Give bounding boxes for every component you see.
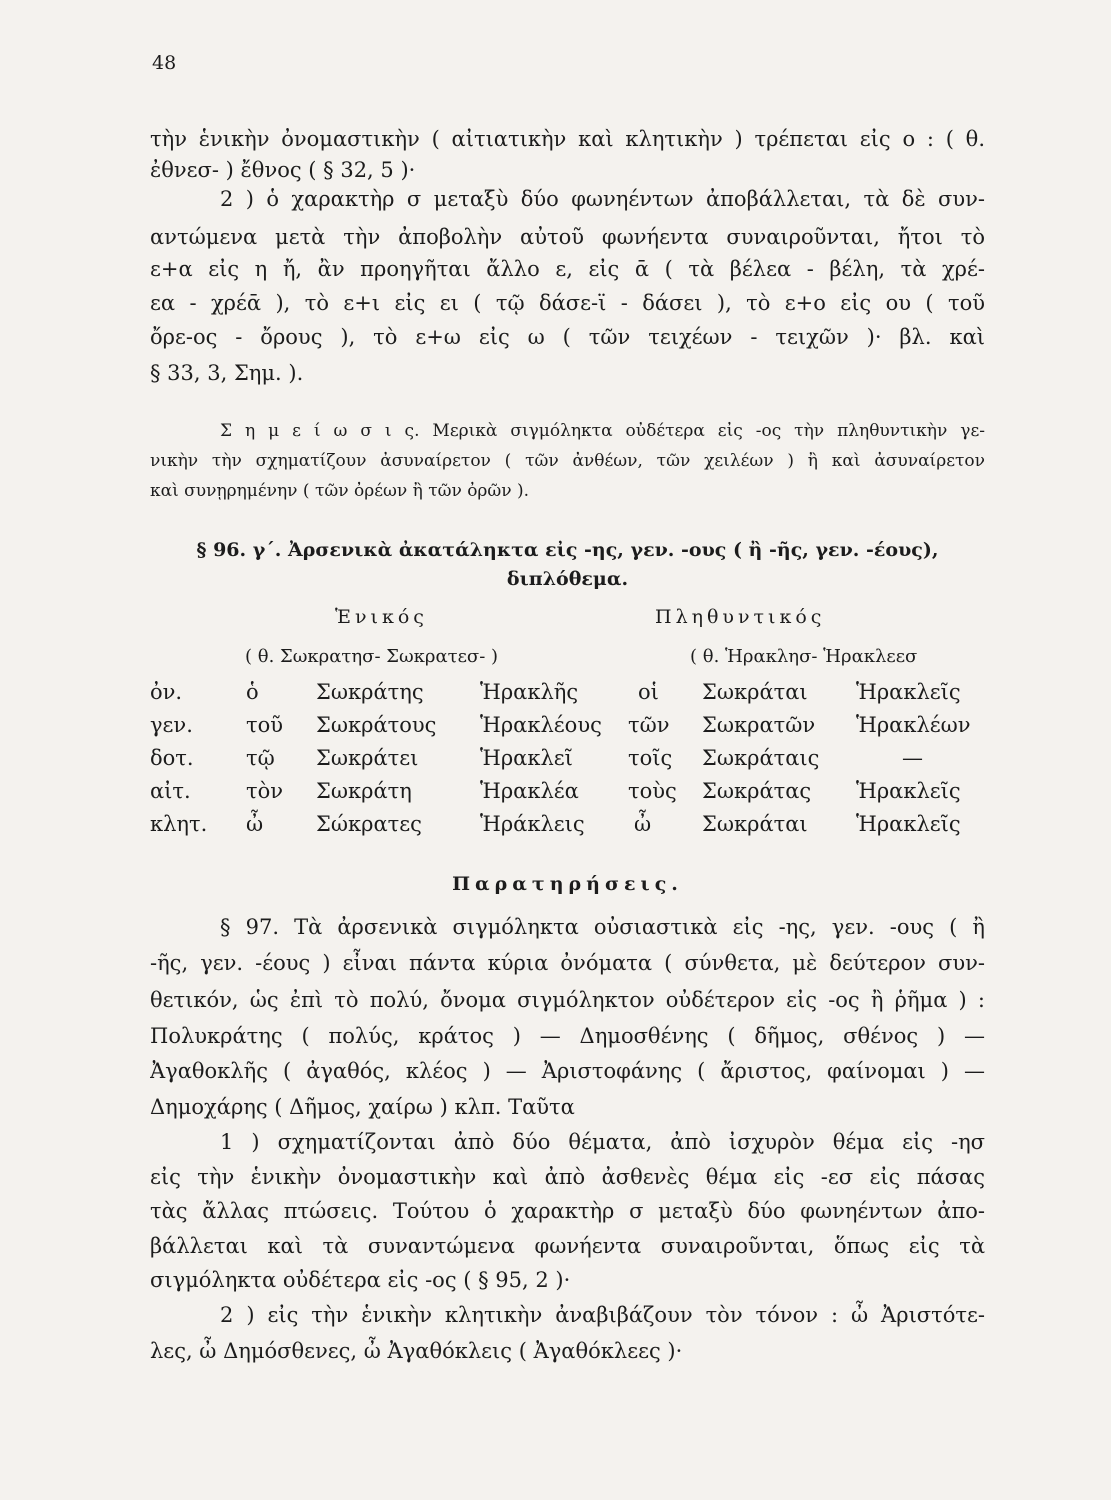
text-line: Πολυκράτης ( πολύς, κράτος ) — Δημοσθένης ( δῆμος, σθένος ) —: [150, 1024, 985, 1048]
article-singular: ὁ: [246, 680, 259, 704]
case-label: κλητ.: [150, 812, 208, 836]
article-plural: ὦ: [634, 812, 652, 836]
form-heracles-pl: Ἡρακλέων: [856, 713, 971, 737]
case-label: γεν.: [150, 713, 193, 737]
article-singular: τὸν: [246, 779, 284, 803]
form-socrates-sg: Σωκράτη: [316, 779, 412, 803]
text-line: 1 ) σχηματίζονται ἀπὸ δύο θέματα, ἀπὸ ἰσχυρὸν θέμα εἰς -ησ: [220, 1130, 985, 1154]
form-heracles-pl: Ἡρακλεῖς: [856, 812, 961, 836]
table-row: [150, 812, 985, 848]
text-line: 2 ) ὁ χαρακτὴρ σ μεταξὺ δύο φωνηέντων ἀποβάλλεται, τὰ δὲ συν-: [220, 187, 985, 211]
form-heracles-sg: Ἡρακλέα: [480, 779, 579, 803]
form-socrates-pl: Σωκράταις: [702, 746, 820, 770]
note-line: νικὴν τὴν σχηματίζουν ἀσυναίρετον ( τῶν ἀνθέων, τῶν χειλέων ) ἢ καὶ ἀσυναίρετον: [150, 451, 985, 471]
text-line: εἰς τὴν ἑνικὴν ὀνομαστικὴν καὶ ἀπὸ ἀσθενὲς θέμα εἰς -εσ εἰς πάσας: [150, 1165, 985, 1189]
case-label: δοτ.: [150, 746, 194, 770]
form-socrates-sg: Σωκράτει: [316, 746, 419, 770]
text-line: -ῆς, γεν. -έους ) εἶναι πάντα κύρια ὀνόματα ( σύνθετα, μὲ δεύτερον συν-: [150, 951, 985, 975]
text-line: § 97. Τὰ ἀρσενικὰ σιγμόληκτα οὐσιαστικὰ εἰς -ης, γεν. -ους ( ἢ: [220, 915, 985, 939]
page-number: 48: [152, 52, 177, 74]
text-line: τὴν ἑνικὴν ὀνομαστικὴν ( αἰτιατικὴν καὶ κλητικὴν ) τρέπεται εἰς ο : ( θ.: [150, 127, 985, 151]
note-line: καὶ συνῃρημένην ( τῶν ὀρέων ἢ τῶν ὀρῶν ).: [150, 481, 530, 501]
form-heracles-sg: Ἡράκλεις: [480, 812, 585, 836]
text-line: τὰς ἄλλας πτώσεις. Τούτου ὁ χαρακτὴρ σ μεταξὺ δύο φωνηέντων ἀπο-: [150, 1199, 985, 1223]
form-socrates-sg: Σωκράτους: [316, 713, 437, 737]
article-plural: τοῖς: [628, 746, 673, 770]
section-96-heading-cont: διπλόθεμα.: [506, 568, 629, 590]
text-line: βάλλεται καὶ τὰ συναντώμενα φωνήεντα συναιροῦνται, ὅπως εἰς τὰ: [150, 1234, 985, 1258]
note-line: Σ η μ ε ί ω σ ι ς. Μερικὰ σιγμόληκτα οὐδέτερα εἰς -ος τὴν πληθυντικὴν γε-: [220, 421, 985, 441]
observations-title: Παρατηρήσεις.: [452, 873, 683, 895]
plural-header: Πληθυντικός: [655, 606, 826, 628]
article-plural: τοὺς: [628, 779, 677, 803]
text-line: ὄρε-ος - ὄρους ), τὸ ε+ω εἰς ω ( τῶν τειχέων - τειχῶν )· βλ. καὶ: [150, 325, 985, 349]
plural-stems: ( θ. Ἡρακλησ- Ἡρακλεεσ: [690, 646, 918, 667]
form-socrates-pl: Σωκράτας: [702, 779, 812, 803]
text-line: 2 ) εἰς τὴν ἑνικὴν κλητικὴν ἀναβιβάζουν τὸν τόνον : ὦ Ἀριστότε-: [220, 1303, 985, 1327]
section-96-heading: § 96. γ΄. Ἀρσενικὰ ἀκατάληκτα εἰς -ης, γεν. -ους ( ἢ -ῆς, γεν. -έους),: [196, 539, 939, 561]
table-row: [150, 779, 985, 815]
form-socrates-sg: Σωκράτης: [316, 680, 424, 704]
text-line: ε+α εἰς η ἤ, ἂν προηγῆται ἄλλο ε, εἰς ᾱ ( τὰ βέλεα - βέλη, τὰ χρέ-: [150, 257, 985, 281]
text-line: εα - χρέᾱ ), τὸ ε+ι εἰς ει ( τῷ δάσε-ϊ - δάσει ), τὸ ε+ο εἰς ου ( τοῦ: [150, 291, 985, 315]
form-socrates-pl: Σωκρατῶν: [702, 713, 816, 737]
form-heracles-sg: Ἡρακλῆς: [480, 680, 579, 704]
form-socrates-pl: Σωκράται: [702, 812, 808, 836]
form-heracles-pl: Ἡρακλεῖς: [856, 779, 961, 803]
singular-header: Ἑνικός: [335, 606, 428, 628]
form-heracles-pl: Ἡρακλεῖς: [856, 680, 961, 704]
form-heracles-sg: Ἡρακλέους: [480, 713, 602, 737]
text-line: αντώμενα μετὰ τὴν ἀποβολὴν αὐτοῦ φωνήεντα συναιροῦνται, ἤτοι τὸ: [150, 225, 985, 249]
text-line: λες, ὦ Δημόσθενες, ὦ Ἀγαθόκλεις ( Ἀγαθόκλεες )·: [150, 1339, 683, 1363]
article-plural: οἱ: [638, 680, 659, 704]
article-plural: τῶν: [628, 713, 670, 737]
article-singular: τῷ: [246, 746, 275, 770]
text-line: Ἀγαθοκλῆς ( ἀγαθός, κλέος ) — Ἀριστοφάνης ( ἄριστος, φαίνομαι ) —: [150, 1059, 985, 1083]
form-heracles-sg: Ἡρακλεῖ: [480, 746, 573, 770]
case-label: ὀν.: [150, 680, 183, 704]
case-label: αἰτ.: [150, 779, 191, 803]
table-row: [150, 713, 985, 749]
article-singular: ὦ: [246, 812, 264, 836]
table-row: [150, 680, 985, 716]
form-socrates-sg: Σώκρατες: [316, 812, 422, 836]
singular-stems: ( θ. Σωκρατησ- Σωκρατεσ- ): [245, 646, 499, 667]
form-socrates-pl: Σωκράται: [702, 680, 808, 704]
text-line: Δημοχάρης ( Δῆμος, χαίρω ) κλπ. Ταῦτα: [150, 1095, 575, 1119]
form-heracles-pl: —: [902, 746, 923, 770]
article-singular: τοῦ: [246, 713, 284, 737]
table-row: [150, 746, 985, 782]
text-line: § 33, 3, Σημ. ).: [150, 361, 304, 385]
text-line: σιγμόληκτα οὐδέτερα εἰς -ος ( § 95, 2 )·: [150, 1268, 571, 1292]
text-line: θετικόν, ὡς ἐπὶ τὸ πολύ, ὄνομα σιγμόληκτον οὐδέτερον εἰς -ος ἢ ῥῆμα ) :: [150, 988, 985, 1012]
text-line: ἐθνεσ- ) ἔθνος ( § 32, 5 )·: [150, 158, 416, 182]
